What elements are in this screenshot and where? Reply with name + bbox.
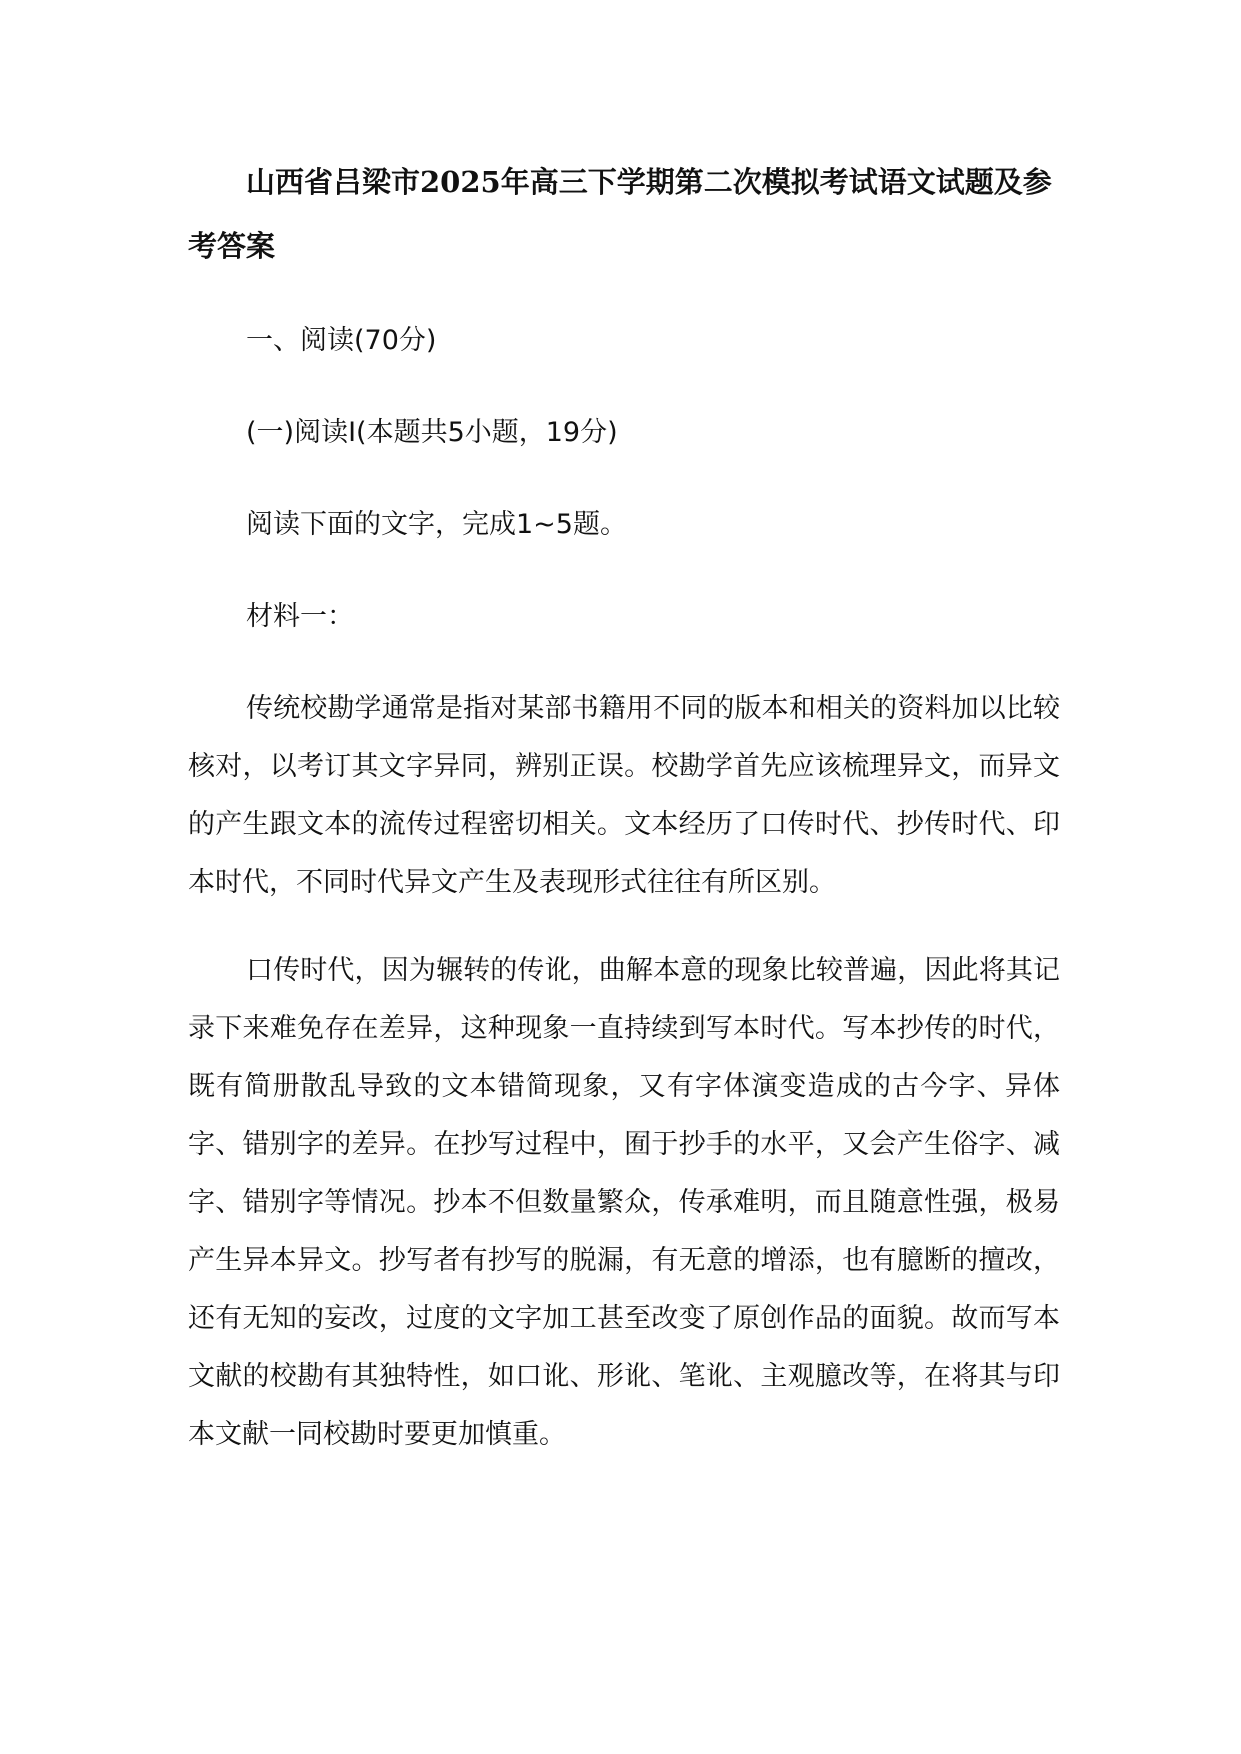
document-title: 山西省吕梁市2025年高三下学期第二次模拟考试语文试题及参考答案 bbox=[188, 165, 1052, 263]
subsection-heading: (一)阅读Ⅰ(本题共5小题，19分) bbox=[246, 417, 618, 448]
material-label: 材料一： bbox=[246, 601, 354, 632]
document-body bbox=[188, 150, 1060, 1464]
section-heading: 一、阅读(70分) bbox=[246, 325, 437, 356]
paragraph-2: 口传时代，因为辗转的传讹，曲解本意的现象比较普遍，因此将其记录下来难免存在差异，这种现象一直持续到写本时代。写本抄传的时代，既有简册散乱导致的文本错简现象，又有字体演变造成的古今字、异体字、错别字的差异。在抄写过程中，囿于抄手的水平，又会产生俗字、减字、错别字等情况。抄本不但数量繁众，传承难明，而且随意性强，极易产生异本异文。抄写者有抄写的脱漏，有无意的增添，也有臆断的擅改，还有无知的妄改，过度的文字加工甚至改变了原创作品的面貌。故而写本文献的校勘有其独特性，如口讹、形讹、笔讹、主观臆改等，在将其与印本文献一同校勘时要更加慎重。 bbox=[188, 955, 1060, 1450]
instruction-text: 阅读下面的文字，完成1~5题。 bbox=[246, 509, 627, 540]
paragraph-1: 传统校勘学通常是指对某部书籍用不同的版本和相关的资料加以比较核对，以考订其文字异同，辨别正误。校勘学首先应该梳理异文，而异文的产生跟文本的流传过程密切相关。文本经历了口传时代、抄传时代、印本时代，不同时代异文产生及表现形式往往有所区别。 bbox=[188, 693, 1060, 898]
